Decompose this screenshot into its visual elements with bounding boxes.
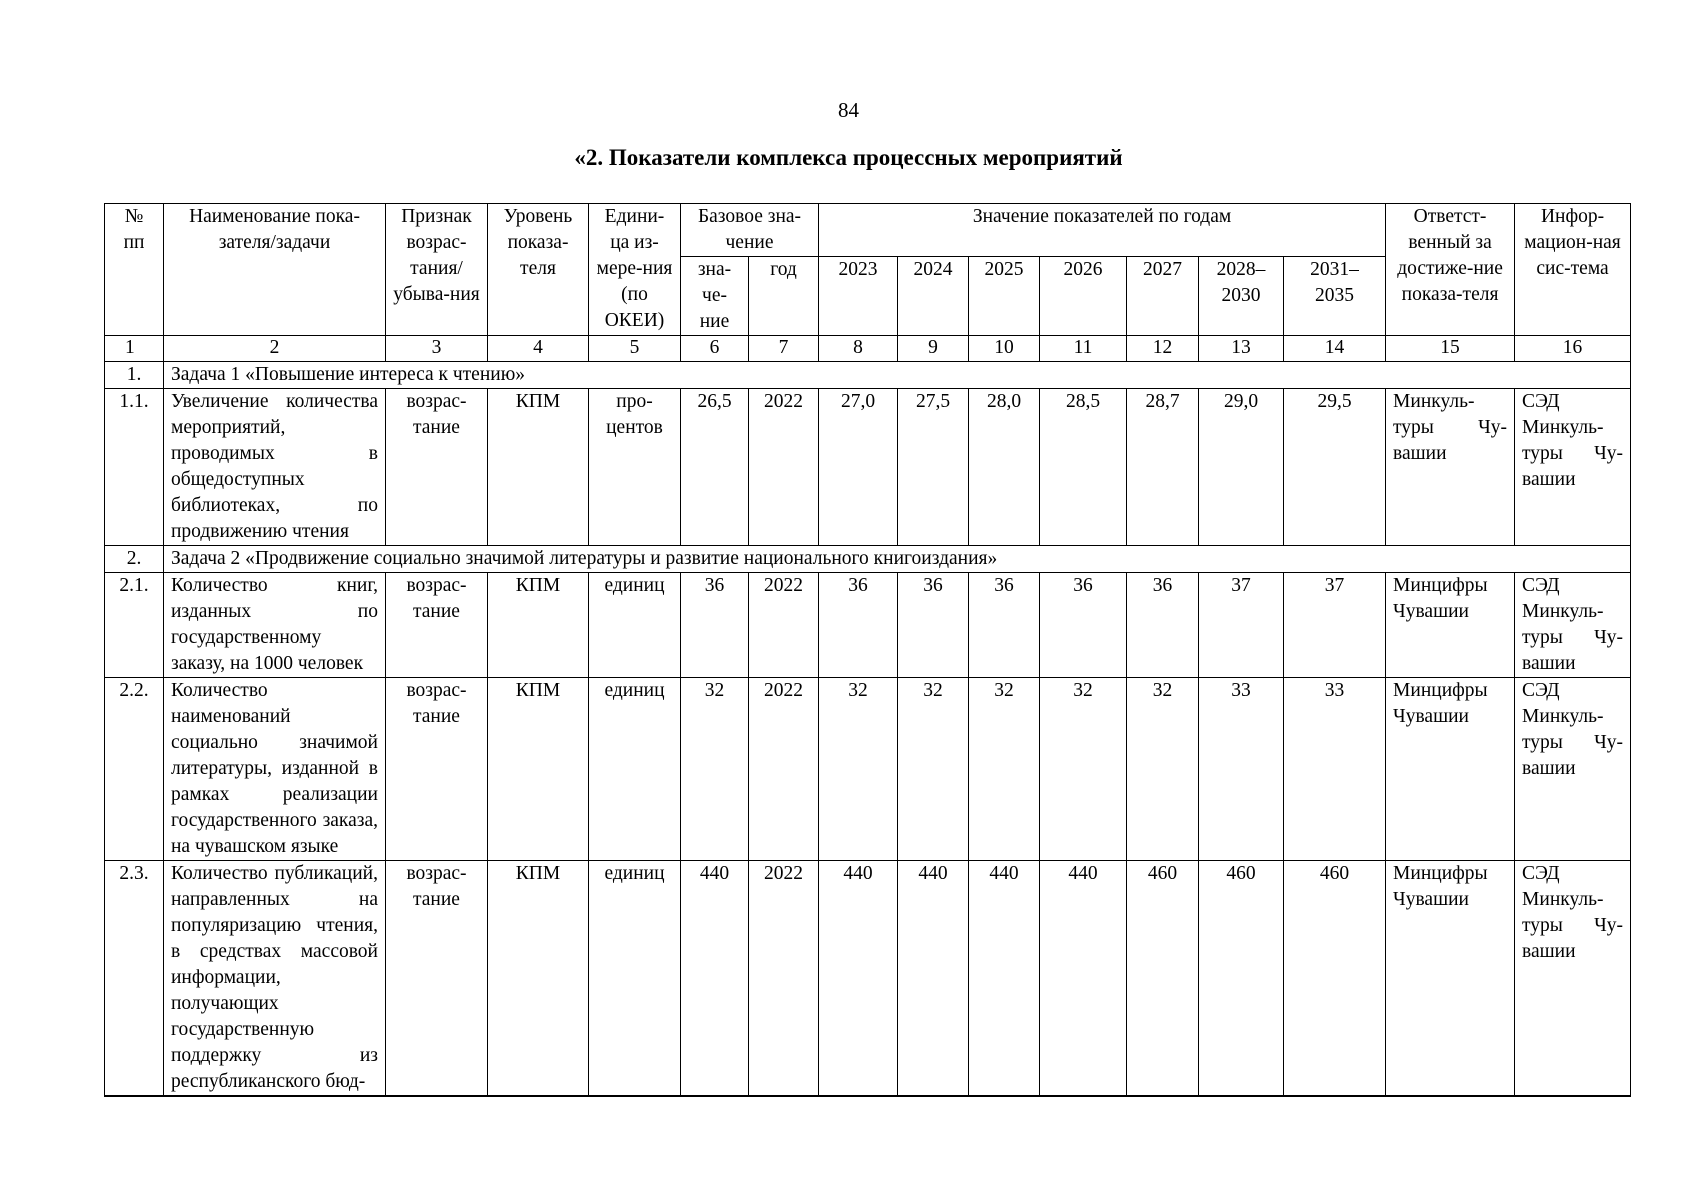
task-number: 1. (105, 362, 164, 389)
year-value: 460 (1199, 861, 1284, 1097)
year-value: 36 (1040, 573, 1127, 678)
year-value: 37 (1284, 573, 1386, 678)
header-years-group: Значение показателей по годам (819, 204, 1386, 257)
indicator-unit: единиц (589, 861, 681, 1097)
task-row (105, 546, 1631, 573)
indicator-sign: возрас-тание (386, 573, 488, 678)
header-base: Базовое зна-чение (681, 204, 819, 257)
info-system: СЭД Минкуль-туры Чу-вашии (1515, 389, 1631, 546)
column-number: 3 (386, 336, 488, 362)
year-value: 32 (819, 678, 898, 861)
header-level: Уровень показа-теля (488, 204, 589, 336)
column-number: 8 (819, 336, 898, 362)
responsible: Минцифры Чувашии (1386, 861, 1515, 1097)
header-year: 2024 (898, 257, 969, 336)
indicator-name: Количество наименований социально значимой литературы, изданной в рамках реализации государственного заказа, на чувашском языке (164, 678, 386, 861)
indicator-number: 2.1. (105, 573, 164, 678)
year-value: 29,5 (1284, 389, 1386, 546)
indicator-name: Увеличение количества мероприятий, проводимых в общедоступных библиотеках, по продвижению чтения (164, 389, 386, 546)
year-value: 28,0 (969, 389, 1040, 546)
year-value: 29,0 (1199, 389, 1284, 546)
header-year: 2023 (819, 257, 898, 336)
year-value: 33 (1199, 678, 1284, 861)
indicator-number: 2.2. (105, 678, 164, 861)
base-year: 2022 (749, 861, 819, 1097)
base-value: 440 (681, 861, 749, 1097)
header-year: 2028–2030 (1199, 257, 1284, 336)
header-year: 2025 (969, 257, 1040, 336)
base-value: 32 (681, 678, 749, 861)
base-year: 2022 (749, 573, 819, 678)
header-unit: Едини-ца из-мере-ния (по ОКЕИ) (589, 204, 681, 336)
column-number: 11 (1040, 336, 1127, 362)
year-value: 36 (898, 573, 969, 678)
column-number: 6 (681, 336, 749, 362)
indicator-row (105, 678, 1631, 861)
column-number: 2 (164, 336, 386, 362)
year-value: 440 (898, 861, 969, 1097)
responsible: Минкуль-туры Чу-вашии (1386, 389, 1515, 546)
header-year: 2031–2035 (1284, 257, 1386, 336)
section-title: «2. Показатели комплекса процессных мероприятий (574, 145, 1123, 170)
indicator-level: КПМ (488, 389, 589, 546)
indicator-level: КПМ (488, 678, 589, 861)
column-number: 4 (488, 336, 589, 362)
year-value: 32 (1040, 678, 1127, 861)
indicator-row (105, 861, 1631, 1097)
year-value: 37 (1199, 573, 1284, 678)
header-no: № пп (105, 204, 164, 336)
page-number: 84 (838, 98, 859, 122)
header-responsible: Ответст-венный за достиже-ние показа-теля (1386, 204, 1515, 336)
column-number: 1 (105, 336, 164, 362)
indicator-number: 2.3. (105, 861, 164, 1097)
year-value: 27,5 (898, 389, 969, 546)
header-sign: Признак возрас-тания/ убыва-ния (386, 204, 488, 336)
year-value: 32 (969, 678, 1040, 861)
responsible: Минцифры Чувашии (1386, 678, 1515, 861)
indicator-unit: единиц (589, 678, 681, 861)
header-base-year: год (749, 257, 819, 336)
base-year: 2022 (749, 678, 819, 861)
task-title: Задача 2 «Продвижение социально значимой литературы и развитие национального книгоиздания» (164, 546, 1631, 573)
base-year: 2022 (749, 389, 819, 546)
header-year: 2026 (1040, 257, 1127, 336)
indicator-level: КПМ (488, 573, 589, 678)
indicator-level: КПМ (488, 861, 589, 1097)
year-value: 32 (898, 678, 969, 861)
column-number: 12 (1127, 336, 1199, 362)
header-year: 2027 (1127, 257, 1199, 336)
base-value: 26,5 (681, 389, 749, 546)
year-value: 28,7 (1127, 389, 1199, 546)
task-row (105, 362, 1631, 389)
info-system: СЭД Минкуль-туры Чу-вашии (1515, 861, 1631, 1097)
year-value: 28,5 (1040, 389, 1127, 546)
indicator-sign: возрас-тание (386, 389, 488, 546)
year-value: 33 (1284, 678, 1386, 861)
indicator-number: 1.1. (105, 389, 164, 546)
column-numbers-row (105, 336, 1631, 362)
year-value: 460 (1127, 861, 1199, 1097)
year-value: 36 (819, 573, 898, 678)
column-number: 13 (1199, 336, 1284, 362)
header-info-system: Инфор-мацион-ная сис-тема (1515, 204, 1631, 336)
column-number: 5 (589, 336, 681, 362)
year-value: 27,0 (819, 389, 898, 546)
year-value: 440 (819, 861, 898, 1097)
info-system: СЭД Минкуль-туры Чу-вашии (1515, 573, 1631, 678)
column-number: 14 (1284, 336, 1386, 362)
year-value: 460 (1284, 861, 1386, 1097)
indicator-name: Количество публикаций, направленных на популяризацию чтения, в средствах массовой информации, получающих государственную поддержку из республиканского бюд- (164, 861, 386, 1097)
year-value: 440 (969, 861, 1040, 1097)
indicator-row (105, 389, 1631, 546)
indicator-sign: возрас-тание (386, 861, 488, 1097)
indicators-table (104, 203, 1631, 1097)
header-name: Наименование пока-зателя/задачи (164, 204, 386, 336)
indicator-name: Количество книг, изданных по государственному заказу, на 1000 человек (164, 573, 386, 678)
indicator-unit: про-центов (589, 389, 681, 546)
responsible: Минцифры Чувашии (1386, 573, 1515, 678)
column-number: 16 (1515, 336, 1631, 362)
indicator-unit: единиц (589, 573, 681, 678)
base-value: 36 (681, 573, 749, 678)
year-value: 36 (1127, 573, 1199, 678)
indicator-sign: возрас-тание (386, 678, 488, 861)
year-value: 440 (1040, 861, 1127, 1097)
task-number: 2. (105, 546, 164, 573)
info-system: СЭД Минкуль-туры Чу-вашии (1515, 678, 1631, 861)
header-base-value: зна-че-ние (681, 257, 749, 336)
task-title: Задача 1 «Повышение интереса к чтению» (164, 362, 1631, 389)
year-value: 32 (1127, 678, 1199, 861)
column-number: 10 (969, 336, 1040, 362)
indicator-row (105, 573, 1631, 678)
table-header-row (105, 204, 1631, 257)
column-number: 9 (898, 336, 969, 362)
column-number: 15 (1386, 336, 1515, 362)
column-number: 7 (749, 336, 819, 362)
year-value: 36 (969, 573, 1040, 678)
